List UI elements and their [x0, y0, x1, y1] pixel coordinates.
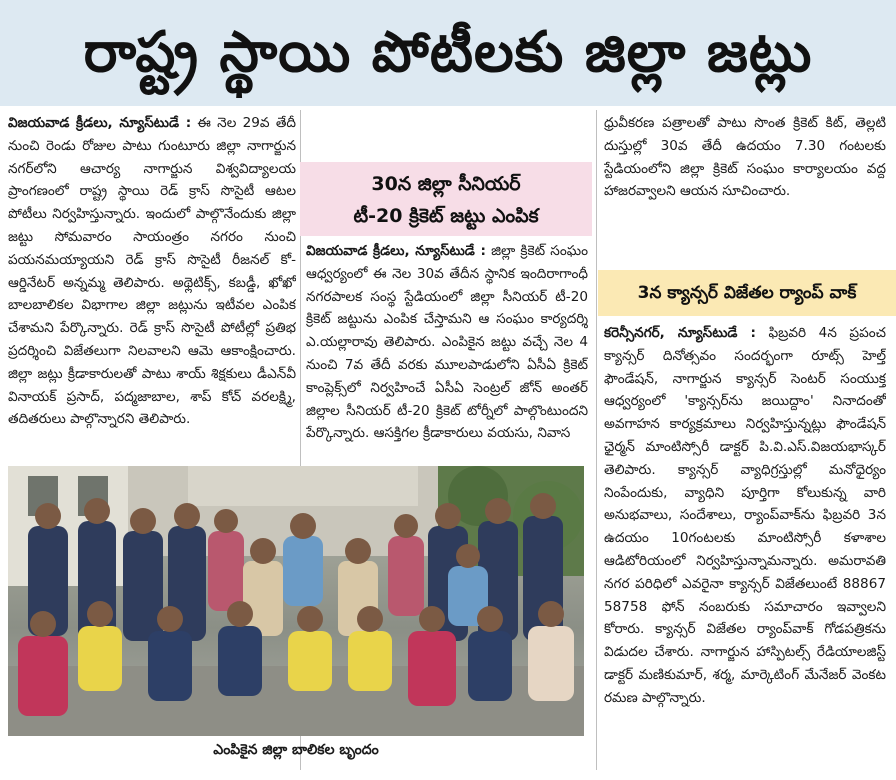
team-photo [8, 466, 584, 736]
article3-body: ఫిబ్రవరి 4న ప్రపంచ క్యాన్సర్ దినోత్సవం సందర్భంగా రూట్స్ హెల్త్ ఫౌండేషన్, నాగార్జున క్యాన్సర్ సెంటర్ సంయుక్త ఆధ్వర్యంలో 'క్యాన్సర్‌ను జయిద్దాం' నినాదంతో అవగాహన కార్యక్రమాలు నిర్వహిస్తున్నట్లు ఫౌండేషన్ ఛైర్మన్ మాంటిస్సోరీ డాక్టర్ పి.వి.ఎస్.విజయభాస్కర్ తెలిపారు. క్యాన్సర్ వ్యాధిగ్రస్తుల్లో మనోధైర్యం నింపేందుకు, వ్యాధిని పూర్తిగా కోలుకున్న వారి అనుభవాలు, సందేశాలు, ర్యాంప్‌వాక్‌ను ఫిబ్రవరి 3న ఉదయం 10గంటలకు మాంటిస్సోరీ కళాశాల ఆడిటోరియంలో నిర్వహిస్తున్నామన్నారు. అమరావతి నగర పరిధిలో ఎవరైనా క్యాన్సర్ విజేతలుంటే 88867 58758 ఫోన్ నంబరుకు సమాచారం ఇవ్వాలని కోరారు. క్యాన్సర్ విజేతల ర్యాంప్‌వాక్ గోడపత్రికను విడుదల చేశారు. నాగార్జున హాస్పిటల్స్ రేడియాలజిస్ట్ డాక్టర్ మణికుమార్, శర్మ, మార్కెటింగ్ మేనేజర్ వెంకట రమణ పాల్గొన్నారు. [604, 325, 886, 706]
article2-text [306, 240, 588, 445]
article2-body: జిల్లా క్రికెట్ సంఘం ఆధ్వర్యంలో ఈ నెల 30వ తేదీన స్థానిక ఇందిరాగాంధీ నగరపాలక సంస్థ స్టేడియంలో జిల్లా సీనియర్ టీ-20 క్రికెట్ జట్టును ఎంపిక చేస్తామని ఆ సంఘం కార్యదర్శి ఎ.యల్లారావు తెలిపారు. ఎంపికైన జట్టు వచ్చే నెల 4 నుంచి 7వ తేదీ వరకు మూలపాడులోని ఏసీఏ క్రికెట్ కాంప్లెక్స్‌లో నిర్వహించే ఏసీఏ సెంట్రల్ జోన్ అంతర్ జిల్లాల సీనియర్ టీ-20 క్రికెట్ టోర్నీలో పాల్గొంటుందని పేర్కొన్నారు. ఆసక్తిగల క్రీడాకారులు వయసు, నివాస [306, 243, 588, 442]
article3-heading: 3న క్యాన్సర్ విజేతల ర్యాంప్ వాక్ [637, 283, 857, 303]
photo-caption: ఎంపికైన జిల్లా బాలికల బృందం [213, 742, 379, 758]
article3-dateline: కరెన్సీనగర్, న్యూస్‌టుడే : [604, 325, 756, 341]
column-divider [596, 110, 597, 770]
article1-continuation [306, 112, 588, 156]
article2-body-continuation: ధ్రువీకరణ పత్రాలతో పాటు సొంత క్రికెట్ కిట్, తెల్లటి దుస్తుల్లో 30వ తేదీ ఉదయం 7.30 గంటలకు స్టేడియంలోని జిల్లా క్రికెట్ సంఘం కార్యాలయం వద్ద హాజరవ్వాలని ఆయన సూచించారు. [604, 115, 886, 200]
team-photo-illustration [8, 466, 584, 736]
article2-heading-line1: 30న జిల్లా సీనియర్ [371, 173, 521, 195]
article3-column [604, 322, 886, 778]
article2-heading-line2: టీ-20 క్రికెట్ జట్టు ఎంపిక [353, 205, 539, 227]
article2-dateline: విజయవాడ క్రీడలు, న్యూస్‌టుడే : [306, 243, 486, 259]
article1-dateline: విజయవాడ క్రీడలు, న్యూస్‌టుడే : [8, 115, 192, 131]
article2-column [306, 240, 588, 464]
article3-text [604, 322, 886, 710]
article2-heading [300, 168, 592, 232]
article2-continuation [604, 112, 886, 262]
article1-column [8, 112, 296, 464]
article1-text [8, 112, 296, 431]
page-headline: రాష్ట్ర స్థాయి పోటీలకు జిల్లా జట్లు [83, 20, 813, 85]
article1-body: ఈ నెల 29వ తేదీ నుంచి రెండు రోజుల పాటు గుంటూరు జిల్లా నాగార్జున నగర్‌లోని ఆచార్య నాగార్జున విశ్వవిద్యాలయ ప్రాంగణంలో రాష్ట్ర స్థాయి రెడ్ క్రాస్ సొసైటీ ఆటల పోటీలు నిర్వహిస్తున్నారు. ఇందులో పాల్గొనేందుకు జిల్లా జట్టు సోమవారం సాయంత్రం నగరం నుంచి పయనమయ్యాయని రెడ్ క్రాస్ సొసైటీ రీజనల్ కో-ఆర్డినేటర్ అన్నమ్మ తెలిపారు. అథ్లెటిక్స్, కబడ్డీ, ఖోఖో బాలబాలికల విభాగాల జిల్లా జట్లును ఇటీవల ఎంపిక చేశామని పేర్కొన్నారు. రెడ్ క్రాస్ సొసైటీ పోటీల్లో ప్రతిభ ప్రదర్శించి విజేతలుగా నిలవాలని ఆమె ఆకాంక్షించారు. జిల్లా జట్లు క్రీడాకారులతో పాటు శాయ్ శిక్షకులు డీఎన్‌వీ వినాయక్ ప్రసాద్, పద్మజాబాల, శాప్ కోచ్ వరలక్ష్మి, తదితరులు పాల్గొన్నారని తెలిపారు. [8, 115, 296, 428]
